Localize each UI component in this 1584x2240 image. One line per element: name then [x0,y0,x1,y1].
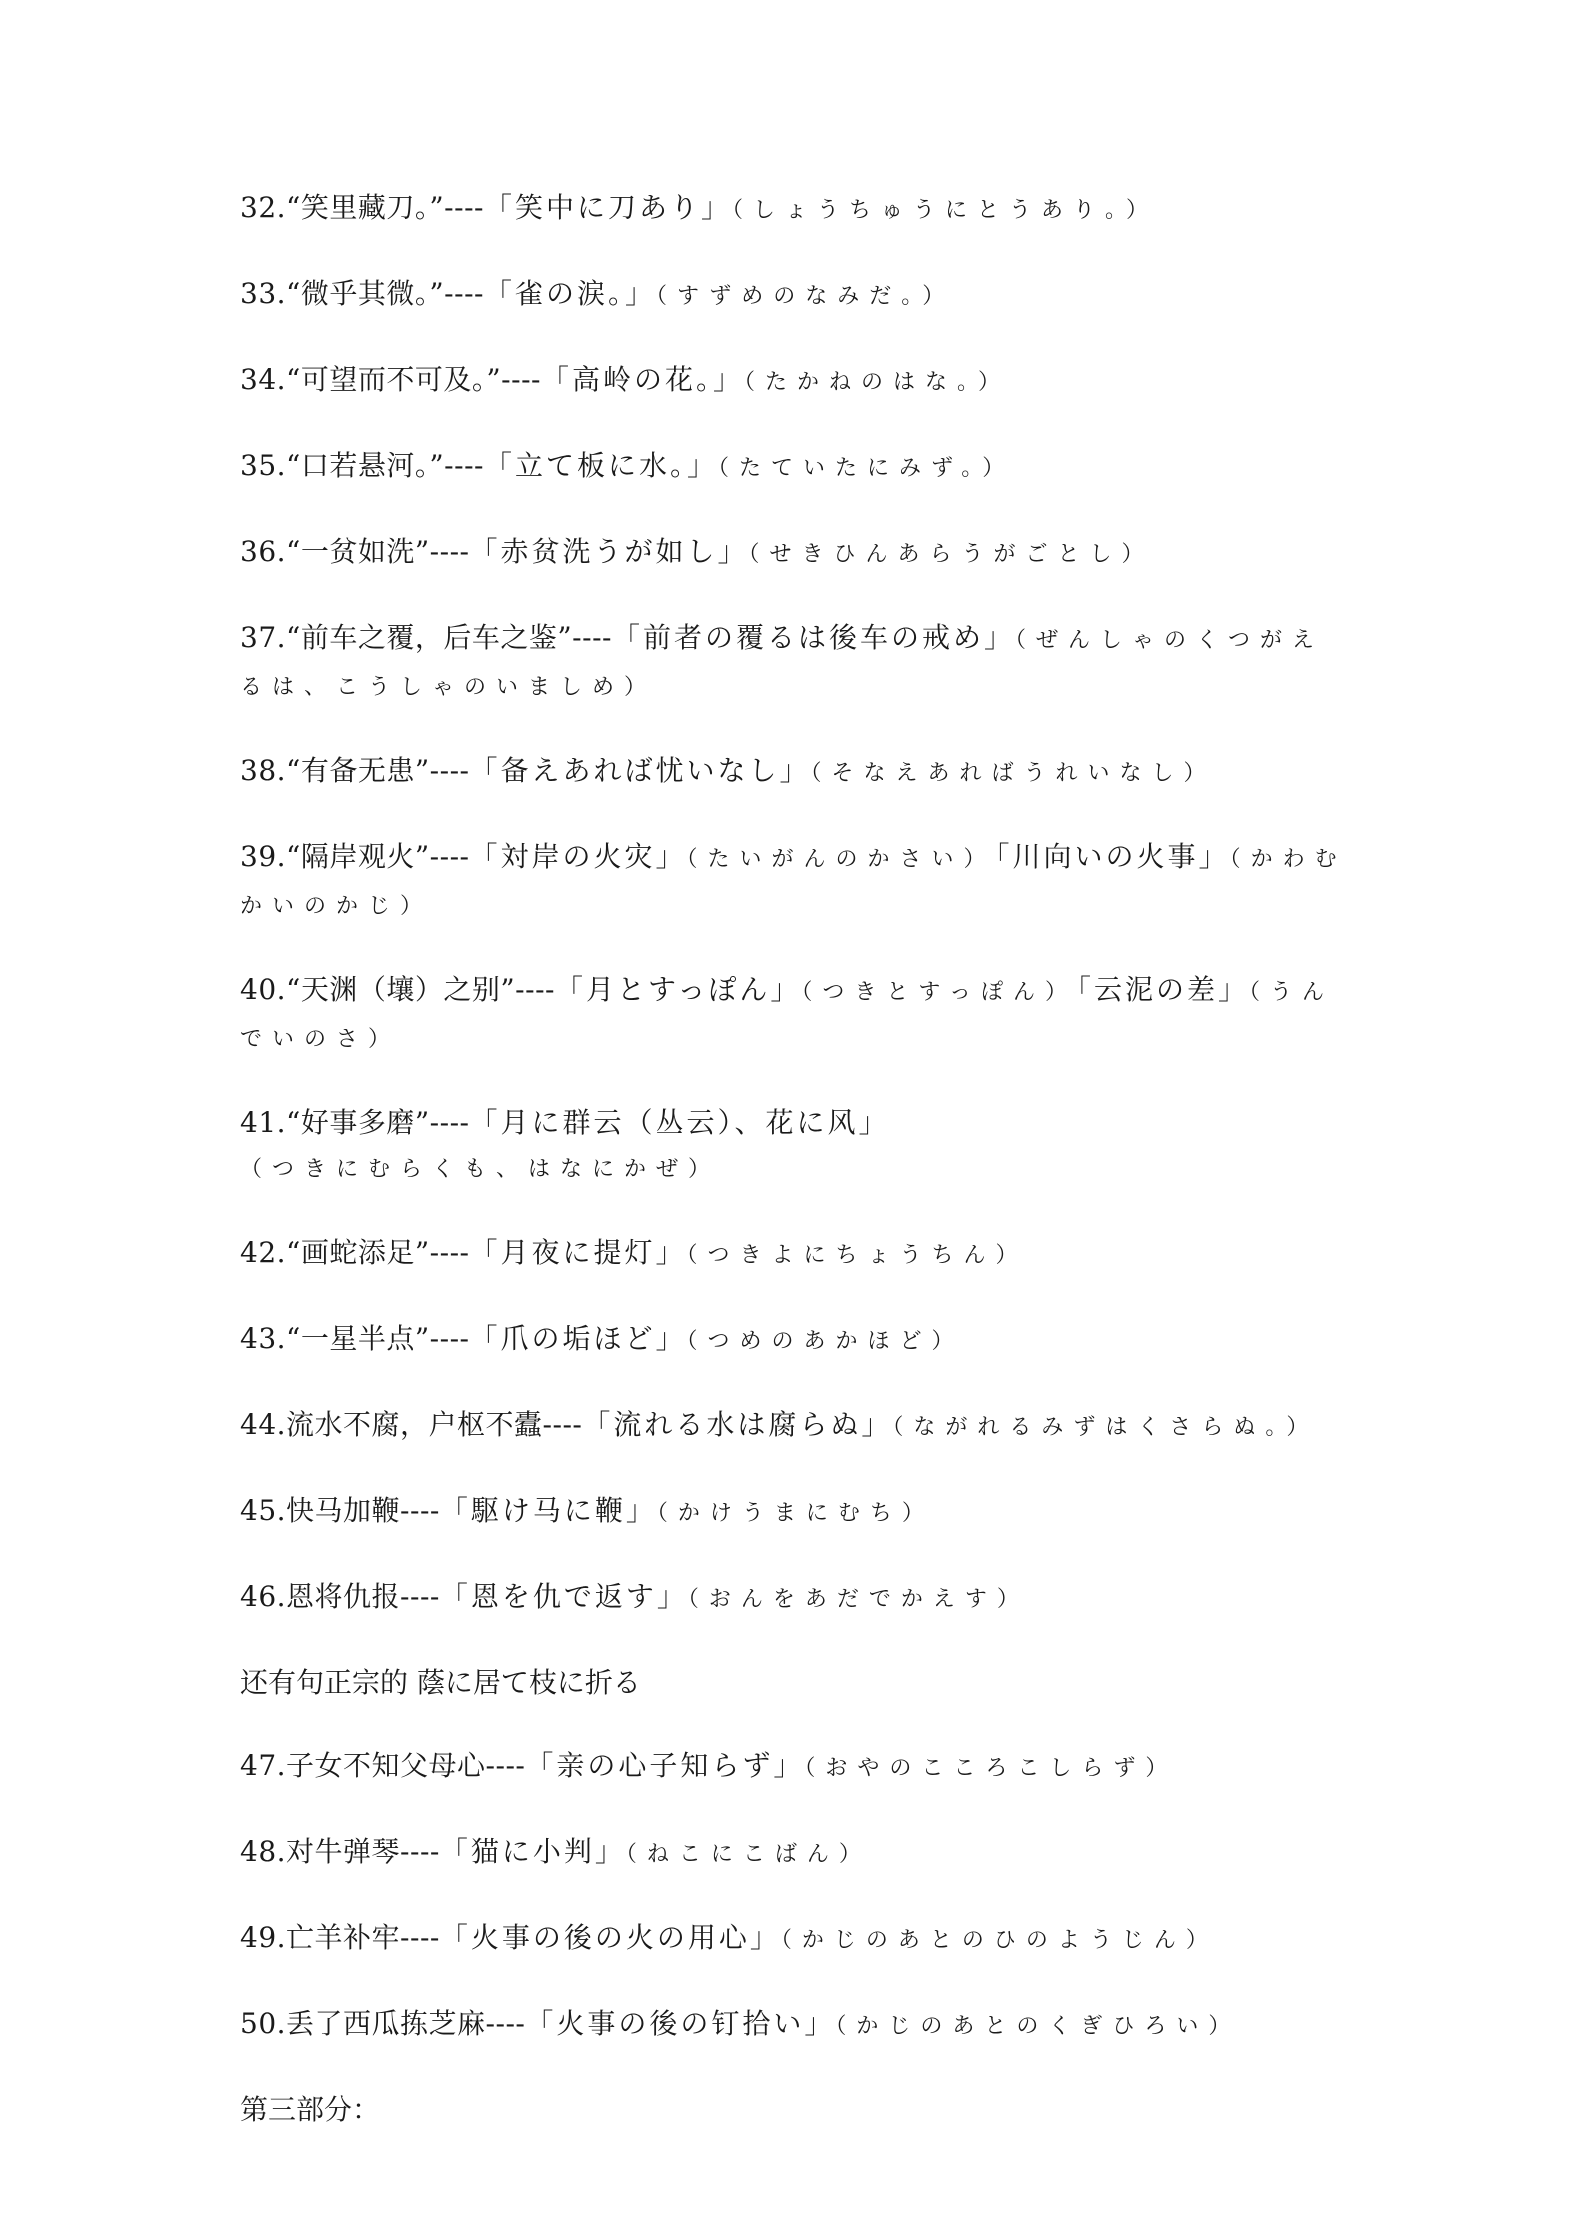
document-page [240,186,1350,2160]
idiom-entry-46: 46.恩将仇报----「恩を仇で返す」（おんをあだでかえす） [240,1580,1029,1613]
idiom-entry-50: 50.丢了西瓜拣芝麻----「火事の後の钉拾い」（かじのあとのくぎひろい） [240,2007,1241,2040]
idiom-entry-33: 33.“微乎其微。”----「雀の涙。」（すずめのなみだ。） [240,277,955,310]
idiom-entry-42: 42.“画蛇添足”----「月夜に提灯」（つきよにちょうちん） [240,1236,1028,1269]
idiom-entry-32: 32.“笑里藏刀。”----「笑中に刀あり」（しょうちゅうにとうあり。） [240,191,1159,224]
idiom-entry-49: 49.亡羊补牢----「火事の後の火の用心」（かじのあとのひのようじん） [240,1921,1218,1954]
idiom-entry-47: 47.子女不知父母心----「亲の心子知らず」（おやのこころこしらず） [240,1749,1178,1782]
idiom-entry-38: 38.“有备无患”----「备えあれば忧いなし」（そなえあればうれいなし） [240,754,1216,787]
section-title: 第三部分： [240,2093,381,2126]
idiom-entry-41: 41.“好事多磨”----「月に群云（丛云）、花に风」（つきにむらくも、はなにかぜ） [240,1106,890,1182]
idiom-entry-39: 39.“隔岸观火”----「対岸の火灾」（たいがんのかさい）「川向いの火事」（かわむかいのかじ） [240,840,1347,919]
idiom-entry-43: 43.“一星半点”----「爪の垢ほど」（つめのあかほど） [240,1322,964,1355]
idiom-entry-36: 36.“一贫如洗”----「赤贫洗うが如し」（せきひんあらうがごとし） [240,535,1154,568]
idiom-entry-34: 34.“可望而不可及。”----「高岭の花。」（たかねのはな。） [240,363,1011,396]
idiom-entry-44: 44.流水不腐，户枢不蠹----「流れる水は腐らぬ」（ながれるみずはくさらぬ。） [240,1408,1319,1441]
idiom-entry-37: 37.“前车之覆，后车之鉴”----「前者の覆るは後车の戒め」（ぜんしゃのくつがえるは、こうしゃのいましめ） [240,621,1325,700]
idiom-entry-45: 45.快马加鞭----「駆け马に鞭」（かけうまにむち） [240,1494,934,1527]
idiom-entry-40: 40.“天渊（壤）之别”----「月とすっぽん」（つきとすっぽん）「云泥の差」（うんでいのさ） [240,973,1335,1052]
idiom-entry-35: 35.“口若悬河。”----「立て板に水。」（たていたにみず。） [240,449,1015,482]
idiom-entry-48: 48.对牛弹琴----「猫に小判」（ねこにこばん） [240,1835,871,1868]
extra-note: 还有句正宗的 蔭に居て枝に折る [240,1666,641,1699]
